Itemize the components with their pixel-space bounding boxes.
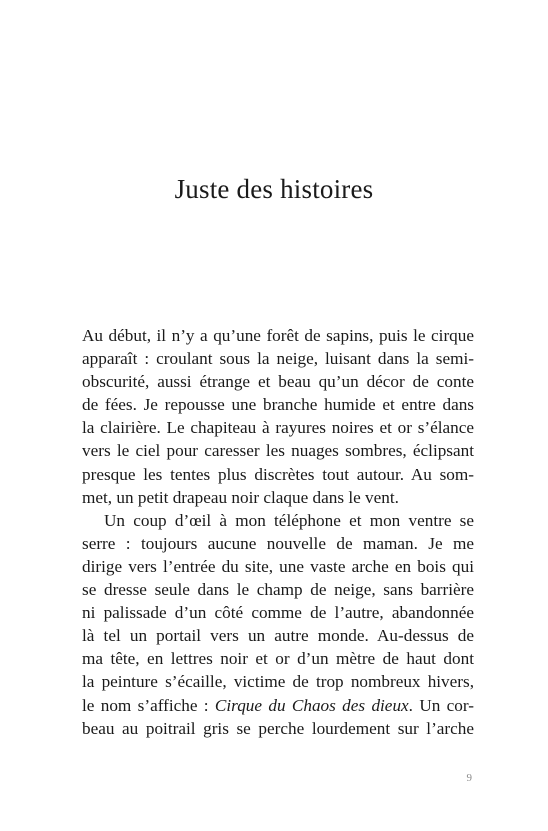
text-line: ma tête, en lettres noir et or d’un mètre de haut dont [82,649,474,669]
text-line: presque les tentes plus discrètes tout autour. Au som- [82,464,474,484]
text-line-with-title [82,694,474,717]
text-line: apparaît : croulant sous la neige, luisant dans la semi- [82,349,474,369]
text-line: obscurité, aussi étrange et beau qu’un décor de conte [82,372,474,392]
text-line: ni palissade d’un côté comme de l’autre, abandonnée [82,603,474,623]
text-line: Un coup d’œil à mon téléphone et mon ventre se [104,510,474,530]
text-segment: le nom s’affiche : [82,695,215,715]
text-line: Au début, il n’y a qu’une forêt de sapins, puis le cirque [82,326,474,345]
text-line: vers le ciel pour caresser les nuages sombres, éclipsant [82,441,474,461]
page-number: 9 [466,772,472,784]
text-line: la clairière. Le chapiteau à rayures noires et or s’élance [82,418,474,438]
text-line: là tel un portail vers un autre monde. Au-dessus de [82,626,474,646]
text-line: se dresse seule dans le champ de neige, sans barrière [82,580,474,600]
circus-name: Cirque du Chaos des dieux [214,695,409,715]
text-segment: . Un cor- [408,695,474,715]
text-line: la peinture s’écaille, victime de trop nombreux hivers, [82,672,474,692]
text-line: dirige vers l’entrée du site, une vaste arche en bois qui [82,556,474,576]
text-line: met, un petit drapeau noir claque dans le vent. [82,487,399,507]
body-text [82,324,474,740]
text-line: serre : toujours aucune nouvelle de maman. Je me [82,533,474,553]
text-line: de fées. Je repousse une branche humide et entre dans [82,395,474,415]
text-line: beau au poitrail gris se perche lourdement sur l’arche [82,718,474,738]
chapter-title: Juste des histoires [174,174,374,204]
